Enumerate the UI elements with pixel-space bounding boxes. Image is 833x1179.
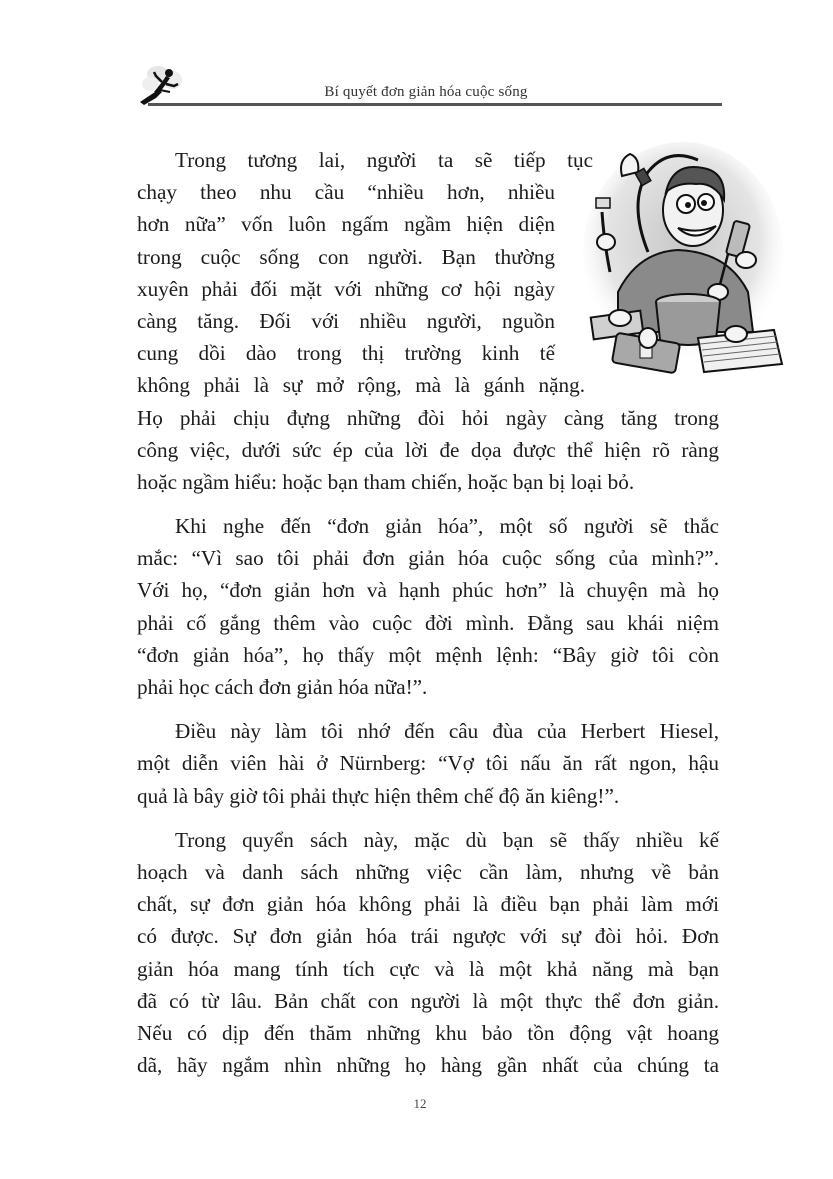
text-line: Khi nghe đến “đơn giản hóa”, một số người sẽ thắc <box>175 514 719 539</box>
page-number: 12 <box>413 1096 427 1111</box>
text-line: công việc, dưới sức ép của lời đe dọa được thể hiện rõ ràng <box>137 437 719 462</box>
text-line: mắc: “Vì sao tôi phải đơn giản hóa cuộc sống của mình?”. <box>137 546 719 571</box>
text-line: có được. Sự đơn giản hóa trái ngược với sự đòi hỏi. Đơn <box>137 924 719 949</box>
text-line: chất, sự đơn giản hóa không phải là điều bạn phải làm mới <box>137 892 719 917</box>
running-figure-icon <box>136 62 188 106</box>
text-line: trong cuộc sống con người. Bạn thường <box>137 244 555 269</box>
paragraph <box>137 715 719 812</box>
text-line: Họ phải chịu đựng những đòi hỏi ngày càng tăng trong <box>137 405 719 430</box>
text-line: hơn nữa” vốn luôn ngấm ngầm hiện diện <box>137 212 555 237</box>
text-line: một diễn viên hài ở Nürnberg: “Vợ tôi nấu ăn rất ngon, hậu <box>137 751 719 776</box>
running-header-title: Bí quyết đơn giản hóa cuộc sống <box>324 84 528 100</box>
text-line: xuyên phải đối mặt với những cơ hội ngày <box>137 276 555 301</box>
text-line: quả là bây giờ tôi phải thực hiện thêm chế độ ăn kiêng!”. <box>137 783 620 808</box>
body-text <box>137 144 719 1081</box>
text-line: phải cố gắng thêm vào cuộc đời mình. Đằng sau khái niệm <box>137 610 719 635</box>
text-line: Nếu có dịp đến thăm những khu bảo tồn động vật hoang <box>137 1020 719 1045</box>
running-header <box>136 62 722 108</box>
text-line: hoạch và danh sách những việc cần làm, nhưng về bản <box>137 859 719 884</box>
paragraph <box>137 144 719 498</box>
text-line: giản hóa mang tính tích cực và là một khả năng mà bạn <box>137 956 719 981</box>
text-line: dã, hãy ngắm nhìn những họ hàng gần nhất của chúng ta <box>137 1053 719 1078</box>
text-line: càng tăng. Đối với nhiều người, nguồn <box>137 308 555 333</box>
text-line: Điều này làm tôi nhớ đến câu đùa của Herbert Hiesel, <box>175 719 719 744</box>
text-line: cung dồi dào trong thị trường kinh tế <box>137 341 555 366</box>
text-line: Trong tương lai, người ta sẽ tiếp tục <box>175 148 593 172</box>
paragraph <box>137 510 719 703</box>
text-line: không phải là sự mở rộng, mà là gánh nặng. <box>137 373 585 398</box>
text-line: Với họ, “đơn giản hơn và hạnh phúc hơn” là chuyện mà họ <box>137 578 719 603</box>
text-line: phải học cách đơn giản hóa nữa!”. <box>137 675 428 699</box>
text-line: “đơn giản hóa”, họ thấy một mệnh lệnh: “Bây giờ tôi còn <box>137 642 719 667</box>
text-line: đã có từ lâu. Bản chất con người là một thực thể đơn giản. <box>137 988 719 1013</box>
text-line: chạy theo nhu cầu “nhiều hơn, nhiều <box>137 180 555 205</box>
text-line: Trong quyển sách này, mặc dù bạn sẽ thấy nhiều kế <box>175 827 719 852</box>
paragraph <box>137 824 719 1082</box>
header-divider <box>148 103 722 106</box>
text-line: hoặc ngầm hiểu: hoặc bạn tham chiến, hoặc bạn bị loại bỏ. <box>137 469 635 494</box>
